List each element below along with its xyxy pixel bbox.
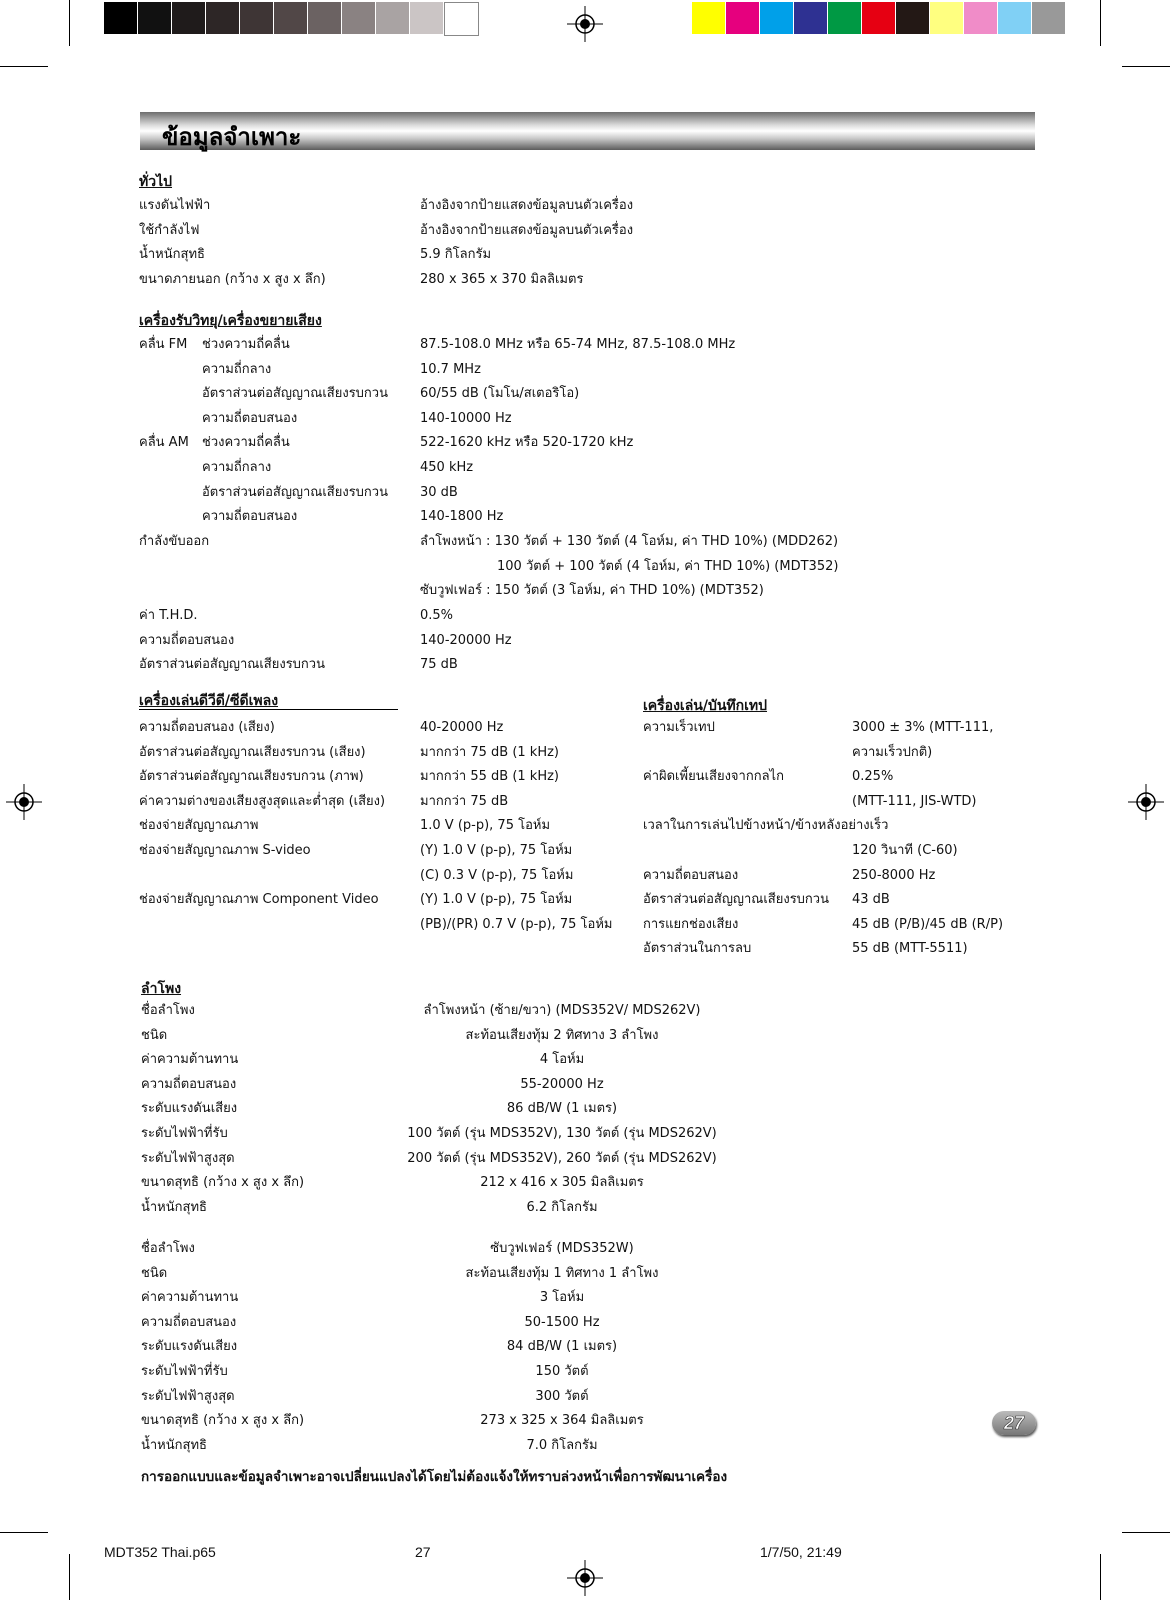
registration-mark-icon xyxy=(567,6,603,42)
color-swatch xyxy=(998,2,1031,34)
footer-page: 27 xyxy=(415,1544,431,1560)
footer-datetime: 1/7/50, 21:49 xyxy=(760,1544,842,1560)
spec-label: ช่องจ่ายสัญญาณภาพ xyxy=(139,818,259,834)
spec-value: ซับวูฟเฟอร์ (MDS352W) xyxy=(490,1241,634,1256)
color-swatch xyxy=(692,2,725,34)
spec-value: 200 วัตต์ (รุ่น MDS352V), 260 วัตต์ (รุ่น MDS262V) xyxy=(407,1150,717,1166)
color-swatch xyxy=(862,2,895,34)
color-swatch xyxy=(828,2,861,34)
spec-label: ชนิด xyxy=(141,1265,168,1281)
spec-change-notice: การออกแบบและข้อมูลจำเพาะอาจเปลี่ยนแปลงได้โดยไม่ต้องแจ้งให้ทราบล่วงหน้าเพื่อการพัฒนาเครื่อง xyxy=(141,1469,728,1485)
color-swatch xyxy=(726,2,759,34)
footer-filename: MDT352 Thai.p65 xyxy=(104,1544,216,1560)
spec-value: (PB)/(PR) 0.7 V (p-p), 75 โอห์ม xyxy=(420,916,613,932)
spec-value: ซับวูฟเฟอร์ : 150 วัตต์ (3 โอห์ม, ค่า THD 10%) (MDT352) xyxy=(420,583,764,598)
spec-value: สะท้อนเสียงทุ้ม 2 ทิศทาง 3 ลำโพง xyxy=(465,1027,659,1043)
spec-value: สะท้อนเสียงทุ้ม 1 ทิศทาง 1 ลำโพง xyxy=(465,1265,659,1281)
spec-label: ชื่อลำโพง xyxy=(141,1003,195,1018)
spec-value: 140-20000 Hz xyxy=(420,632,512,648)
spec-label: ค่าผิดเพี้ยนเสียงจากกลไก xyxy=(643,769,784,785)
spec-label: ความถี่กลาง xyxy=(202,460,272,475)
spec-value: 300 วัตต์ xyxy=(535,1388,589,1404)
spec-value: 55-20000 Hz xyxy=(520,1076,604,1092)
divider xyxy=(139,709,398,710)
spec-label: ใช้กำลังไฟ xyxy=(139,222,200,238)
registration-mark-icon xyxy=(567,1560,603,1596)
spec-value: 150 วัตต์ xyxy=(535,1364,589,1379)
spec-label: ความถี่ตอบสนอง xyxy=(141,1076,237,1092)
spec-label: น้ำหนักสุทธิ xyxy=(139,247,205,263)
spec-value: ลำโพงหน้า (ซ้าย/ขวา) (MDS352V/ MDS262V) xyxy=(423,1003,701,1018)
color-swatch xyxy=(444,2,479,36)
spec-value: 43 dB xyxy=(852,892,890,908)
spec-label: อัตราส่วนต่อสัญญาณเสียงรบกวน (ภาพ) xyxy=(139,769,364,785)
spec-label: ความถี่ตอบสนอง xyxy=(141,1314,237,1330)
spec-value: ความเร็วปกติ) xyxy=(852,744,933,760)
spec-value: (MTT-111, JIS-WTD) xyxy=(852,793,977,809)
spec-label: ระดับแรงดันเสียง xyxy=(141,1101,238,1117)
spec-label: ชื่อลำโพง xyxy=(141,1241,195,1256)
spec-label: ช่องจ่ายสัญญาณภาพ S-video xyxy=(139,843,311,858)
spec-label: อัตราส่วนในการลบ xyxy=(643,941,752,957)
spec-value: 140-10000 Hz xyxy=(420,410,512,426)
page-title: ข้อมูลจำเพาะ xyxy=(162,123,302,151)
spec-value: 10.7 MHz xyxy=(420,361,481,377)
spec-value: (Y) 1.0 V (p-p), 75 โอห์ม xyxy=(420,892,573,908)
spec-label: ขนาดภายนอก (กว้าง x สูง x ลึก) xyxy=(139,271,326,287)
spec-value: 4 โอห์ม xyxy=(539,1052,585,1068)
spec-value: 50-1500 Hz xyxy=(524,1314,600,1330)
color-swatch xyxy=(930,2,963,34)
spec-label: น้ำหนักสุทธิ xyxy=(141,1199,207,1215)
spec-label: อัตราส่วนต่อสัญญาณเสียงรบกวน (เสียง) xyxy=(139,744,366,760)
spec-value: 100 วัตต์ + 100 วัตต์ (4 โอห์ม, ค่า THD 10%) (MDT352) xyxy=(497,559,839,574)
spec-label: ค่าความต้านทาน xyxy=(141,1052,239,1068)
spec-value: 6.2 กิโลกรัม xyxy=(526,1199,598,1215)
section-heading-tuner: เครื่องรับวิทยุ/เครื่องขยายเสียง xyxy=(139,313,322,329)
spec-value: 0.25% xyxy=(852,769,894,785)
spec-value: 250-8000 Hz xyxy=(852,867,936,883)
color-swatch xyxy=(410,2,443,34)
spec-label: ความถี่ตอบสนอง xyxy=(202,410,298,426)
spec-value: อ้างอิงจากป้ายแสดงข้อมูลบนตัวเครื่อง xyxy=(420,222,634,238)
spec-value: 5.9 กิโลกรัม xyxy=(420,247,492,263)
spec-label: ความถี่กลาง xyxy=(202,361,272,377)
spec-label: ความถี่ตอบสนอง xyxy=(139,632,235,648)
spec-value: 1.0 V (p-p), 75 โอห์ม xyxy=(420,818,551,834)
spec-label: ช่วงความถี่คลื่น xyxy=(202,337,290,352)
spec-value: 75 dB xyxy=(420,657,458,673)
section-heading-tape: เครื่องเล่น/บันทึกเทป xyxy=(643,698,768,714)
color-swatch xyxy=(964,2,997,34)
spec-label: ระดับไฟฟ้าที่รับ xyxy=(141,1364,228,1379)
spec-label: ระดับไฟฟ้าที่รับ xyxy=(141,1126,228,1141)
spec-label: ความถี่ตอบสนอง (เสียง) xyxy=(139,720,275,735)
spec-value: 84 dB/W (1 เมตร) xyxy=(506,1339,618,1355)
spec-value: มากกว่า 75 dB xyxy=(420,793,509,809)
color-swatch xyxy=(794,2,827,34)
spec-label: ชนิด xyxy=(141,1027,168,1043)
page-number-badge xyxy=(992,1411,1036,1435)
registration-mark-icon xyxy=(1128,784,1164,820)
spec-label: อัตราส่วนต่อสัญญาณเสียงรบกวน xyxy=(202,484,388,500)
spec-band-label: คลื่น FM xyxy=(139,337,188,352)
spec-label: ระดับแรงดันเสียง xyxy=(141,1339,238,1355)
spec-value: มากกว่า 75 dB (1 kHz) xyxy=(420,744,559,760)
section-heading-speaker: ลำโพง xyxy=(141,981,182,997)
section-heading-dvd: เครื่องเล่นดีวีดี/ซีดีเพลง xyxy=(139,693,279,709)
spec-value: 273 x 325 x 364 มิลลิเมตร xyxy=(480,1413,644,1429)
spec-value: 212 x 416 x 305 มิลลิเมตร xyxy=(480,1175,644,1191)
color-swatch xyxy=(138,2,171,34)
spec-value: 30 dB xyxy=(420,484,458,500)
spec-label: ความถี่ตอบสนอง xyxy=(643,867,739,883)
color-swatch xyxy=(104,2,137,34)
spec-label: ค่าความต่างของเสียงสูงสุดและต่ำสุด (เสียง) xyxy=(139,793,386,809)
section-heading-general: ทั่วไป xyxy=(139,174,173,190)
color-swatch xyxy=(1032,2,1065,34)
spec-label: ขนาดสุทธิ (กว้าง x สูง x ลึก) xyxy=(141,1175,305,1191)
spec-value: (C) 0.3 V (p-p), 75 โอห์ม xyxy=(420,867,574,883)
spec-label: ความถี่ตอบสนอง xyxy=(202,509,298,525)
spec-value: 86 dB/W (1 เมตร) xyxy=(506,1101,618,1117)
color-swatch xyxy=(206,2,239,34)
spec-value: 40-20000 Hz xyxy=(420,720,504,735)
spec-value: 280 x 365 x 370 มิลลิเมตร xyxy=(420,271,584,287)
spec-label: อัตราส่วนต่อสัญญาณเสียงรบกวน xyxy=(202,386,388,402)
spec-label: ระดับไฟฟ้าสูงสุด xyxy=(141,1150,235,1166)
spec-value: (Y) 1.0 V (p-p), 75 โอห์ม xyxy=(420,843,573,858)
spec-band-label: คลื่น AM xyxy=(139,435,189,451)
spec-value: 120 วินาที (C-60) xyxy=(852,843,958,858)
spec-value: 45 dB (P/B)/45 dB (R/P) xyxy=(852,916,1004,932)
color-swatch xyxy=(274,2,307,34)
spec-value: 55 dB (MTT-5511) xyxy=(852,941,968,957)
spec-value: 87.5-108.0 MHz หรือ 65-74 MHz, 87.5-108.0 MHz xyxy=(420,337,736,352)
spec-label: ระดับไฟฟ้าสูงสุด xyxy=(141,1388,235,1404)
spec-label: ความเร็วเทป xyxy=(643,720,715,735)
spec-value: อ้างอิงจากป้ายแสดงข้อมูลบนตัวเครื่อง xyxy=(420,198,634,213)
spec-value: 0.5% xyxy=(420,608,454,623)
spec-label: อัตราส่วนต่อสัญญาณเสียงรบกวน xyxy=(643,892,829,908)
spec-value: มากกว่า 55 dB (1 kHz) xyxy=(420,769,559,785)
spec-value: 450 kHz xyxy=(420,460,474,475)
color-swatch xyxy=(308,2,341,34)
color-swatch xyxy=(760,2,793,34)
spec-value: 7.0 กิโลกรัม xyxy=(526,1437,598,1453)
spec-value: 140-1800 Hz xyxy=(420,509,504,525)
spec-label: แรงดันไฟฟ้า xyxy=(139,198,211,213)
color-swatch xyxy=(240,2,273,34)
spec-value: 522-1620 kHz หรือ 520-1720 kHz xyxy=(420,435,634,451)
color-swatch xyxy=(342,2,375,34)
color-swatch xyxy=(172,2,205,34)
spec-label: ขนาดสุทธิ (กว้าง x สูง x ลึก) xyxy=(141,1413,305,1429)
spec-label: กำลังขับออก xyxy=(139,534,210,549)
spec-label: เวลาในการเล่นไปข้างหน้า/ข้างหลังอย่างเร็ว xyxy=(643,818,889,834)
spec-value: 3000 ± 3% (MTT-111, xyxy=(852,720,994,735)
spec-label: อัตราส่วนต่อสัญญาณเสียงรบกวน xyxy=(139,657,325,673)
spec-value: 60/55 dB (โมโน/สเตอริโอ) xyxy=(420,386,580,402)
spec-value: 3 โอห์ม xyxy=(539,1290,585,1306)
spec-label: การแยกช่องเสียง xyxy=(643,916,739,932)
spec-value: ลำโพงหน้า : 130 วัตต์ + 130 วัตต์ (4 โอห์ม, ค่า THD 10%) (MDD262) xyxy=(420,534,839,549)
registration-mark-icon xyxy=(6,784,42,820)
color-swatch xyxy=(896,2,929,34)
spec-label: น้ำหนักสุทธิ xyxy=(141,1437,207,1453)
page-number: 27 xyxy=(1003,1413,1025,1433)
spec-label: ช่วงความถี่คลื่น xyxy=(202,435,290,451)
title-bar xyxy=(140,112,1035,150)
spec-label: ช่องจ่ายสัญญาณภาพ Component Video xyxy=(139,892,379,908)
color-swatch xyxy=(376,2,409,34)
spec-value: 100 วัตต์ (รุ่น MDS352V), 130 วัตต์ (รุ่น MDS262V) xyxy=(407,1126,717,1141)
spec-label: ค่าความต้านทาน xyxy=(141,1290,239,1306)
spec-label: ค่า T.H.D. xyxy=(139,608,198,623)
